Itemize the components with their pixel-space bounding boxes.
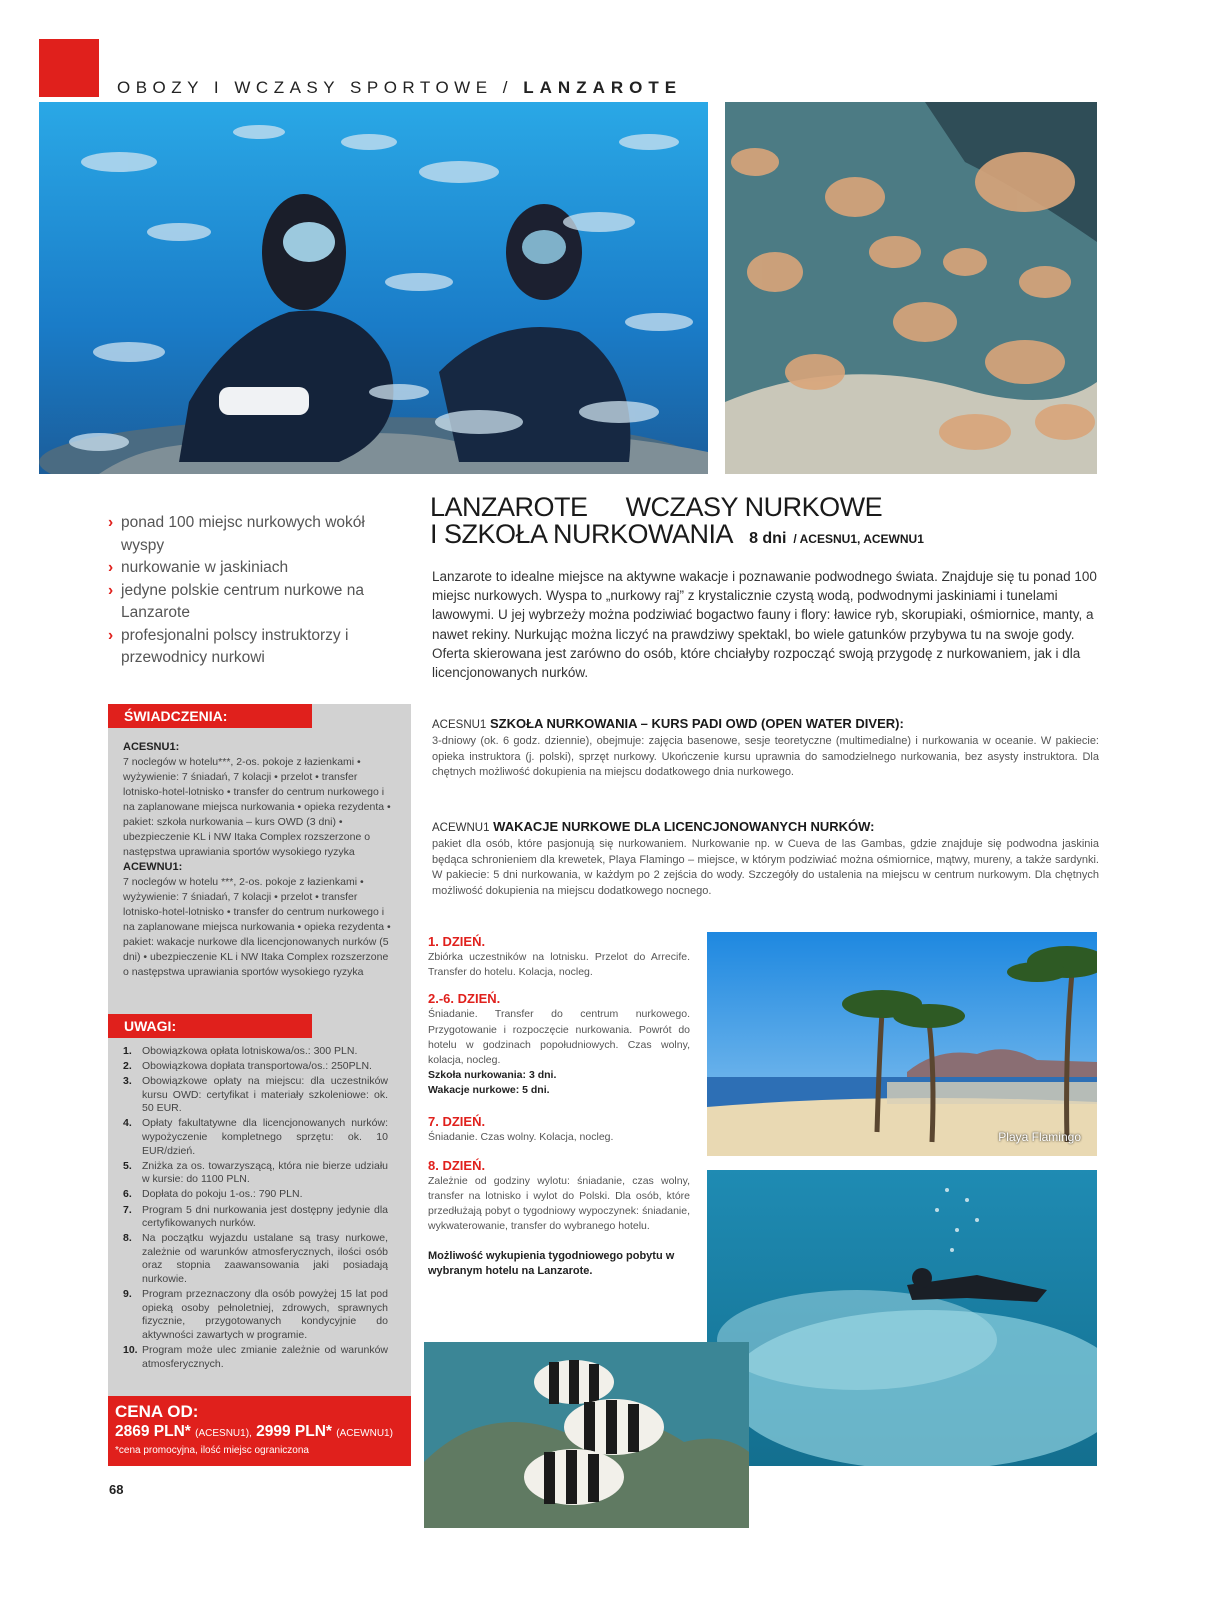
program-1-title: SZKOŁA NURKOWANIA – KURS PADI OWD (OPEN WATER DIVER): <box>489 716 904 731</box>
list-item: 4. Opłaty fakultatywne dla licencjonowanych nurków: wypożyczenie kompletnego sprzętu: ok. 10 EUR/dzień. <box>123 1117 388 1157</box>
price-2: 2999 PLN* <box>256 1423 332 1440</box>
benefits-heading: ŚWIADCZENIA: <box>108 704 312 728</box>
beach-photo-label: Playa Flamingo <box>998 1130 1081 1144</box>
title-line2: I SZKOŁA NURKOWANIA <box>430 519 734 549</box>
program-1-text: 3-dniowy (ok. 6 godz. dziennie), obejmuje: zajęcia basenowe, sesje teoretyczne (multimedialne) i nurkowania w oceanie. W pakiecie: opieka instruktora (j. polski), sprzęt nurkowy. Ukończenie kursu uprawnia do samodzielnego nurkowania, bez asysty instruktora. Dla chętnych możliwość dokupienia na miejscu dodatkowego dnia nurkowego. <box>432 735 1099 778</box>
price-code-2: (ACEWNU1) <box>336 1428 393 1439</box>
day-7 <box>428 1113 690 1145</box>
striped-fish-photo <box>424 1342 749 1528</box>
list-item: › nurkowanie w jaskiniach <box>108 557 403 580</box>
program-block-2 <box>432 818 1099 899</box>
program-2-text: pakiet dla osób, które pasjonują się nurkowaniem. Nurkowanie np. w Cueva de las Gambas, gdzie znajduje się podwodna jaskinia będąca schronieniem dla krewetek, Playa Flamingo – miejsce, w którym podziwiać można ośmiornice, mątwy, mureny, a także sardynki. W pakiecie: 5 dni nurkowania, w każdym po 2 zejścia do wody. Szczegóły do ustalenia na miejscu w centrum nurkowym. Dla chętnych możliwość dokupienia na miejscu dodatkowego nocnego. <box>432 838 1099 897</box>
price-code-1: (ACESNU1), <box>195 1428 252 1439</box>
day-1 <box>428 933 690 980</box>
day-2-6-title: 2.-6. DZIEŃ. <box>428 991 501 1007</box>
diver-photo <box>39 102 708 474</box>
title-duration: 8 dni <box>749 530 787 547</box>
list-item: 7. Program 5 dni nurkowania jest dostępny jedynie dla certyfikowanych nurków. <box>123 1203 388 1230</box>
benefits-code-2: ACEWNU1: <box>123 861 183 873</box>
day-1-text: Zbiórka uczestników na lotnisku. Przelot do Arrecife. Transfer do hotelu. Kolacja, nocleg. <box>428 951 690 979</box>
list-item: 2. Obowiązkowa dopłata transportowa/os.: 250PLN. <box>123 1060 372 1073</box>
benefits-text-2: 7 noclegów w hotelu ***, 2-os. pokoje z łazienkami • wyżywienie: 7 śniadań, 7 kolacji • przelot • transfer lotnisko-hotel-lotnisko • transfer do centrum nurkowego i na zaplanowane miejsca nurkowania • opieka rezydenta • pakiet: wakacje nurkowe dla licencjonowanych nurków (5 dni) • ubezpieczenie KL i NW Itaka Complex rozszerzone o następstwa uprawiania sportów wysokiego ryzyka <box>123 876 391 978</box>
chevron-right-icon: › <box>108 626 114 644</box>
day-2-6-dive: Wakacje nurkowe: 5 dni. <box>428 1084 550 1097</box>
title-codes: / ACESNU1, ACEWNU1 <box>793 532 924 546</box>
price-heading: CENA OD: <box>115 1402 199 1421</box>
price-values <box>115 1422 405 1444</box>
program-block-1 <box>432 715 1099 781</box>
list-item: › profesjonalni polscy instruktorzy i przewodnicy nurkowi <box>108 626 349 666</box>
fish-school-photo <box>725 102 1097 474</box>
list-item: 5. Zniżka za os. towarzyszącą, która nie bierze udziału w kursie: do 1100 PLN. <box>123 1159 388 1186</box>
program-1-heading <box>432 715 1099 734</box>
chevron-right-icon: › <box>108 559 114 576</box>
benefits-code-1: ACESNU1: <box>123 741 180 753</box>
list-item: › jedyne polskie centrum nurkowe na Lanzarote <box>108 581 364 621</box>
diver-school-photo <box>707 1170 1097 1466</box>
day-2-6 <box>428 990 690 1098</box>
price-note: *cena promocyjna, ilość miejsc ograniczona <box>115 1445 309 1456</box>
program-2-title: WAKACJE NURKOWE DLA LICENCJONOWANYCH NURKÓW: <box>493 819 875 834</box>
program-2-code: ACEWNU1 <box>432 822 490 834</box>
beach-photo <box>707 932 1097 1156</box>
list-item: 9. Program przeznaczony dla osób powyżej 15 lat pod opieką osoby pełnoletniej, zdrowych, sprawnych fizycznie, przygotowanych kondycyjnie do aktywności zawartych w programie. <box>123 1288 388 1341</box>
title-destination: LANZAROTE <box>430 492 588 522</box>
price-box <box>108 1396 411 1466</box>
chevron-right-icon: › <box>108 514 114 531</box>
list-item: › ponad 100 miejsc nurkowych wokół wyspy <box>108 514 365 554</box>
title-type: WCZASY NURKOWE <box>625 492 883 522</box>
benefits-text <box>123 740 393 980</box>
list-item: 8. Na początku wyjazdu ustalane są trasy nurkowe, zależnie od warunków atmosferycznych, ilości osób oraz stopnia zaawansowania jaki posiadają nurkowie. <box>123 1232 388 1285</box>
day-8 <box>428 1157 690 1235</box>
day-7-title: 7. DZIEŃ. <box>428 1113 486 1129</box>
extra-offer: Możliwość wykupienia tygodniowego pobytu w wybranym hotelu na Lanzarote. <box>428 1249 675 1278</box>
page-title <box>430 494 1110 553</box>
list-item: 3. Obowiązkowe opłaty na miejscu: dla uczestników kursu OWD: certyfikat i materiały szkoleniowe: ok. 50 EUR. <box>123 1075 388 1115</box>
list-item: 6. Dopłata do pokoju 1-os.: 790 PLN. <box>123 1188 303 1201</box>
itinerary <box>428 933 690 1280</box>
header-section: OBOZY I WCZASY SPORTOWE / <box>117 78 514 97</box>
section-marker <box>39 39 99 97</box>
list-item: 10. Program może ulec zmianie zależnie od warunków atmosferycznych. <box>123 1343 388 1370</box>
list-item: 1. Obowiązkowa opłata lotniskowa/os.: 300 PLN. <box>123 1045 358 1057</box>
notes-heading: UWAGI: <box>108 1014 312 1038</box>
program-1-code: ACESNU1 <box>432 719 487 731</box>
day-1-title: 1. DZIEŃ. <box>428 934 486 949</box>
notes-list <box>123 1045 388 1373</box>
day-2-6-school: Szkoła nurkowania: 3 dni. <box>428 1069 557 1082</box>
price-1: 2869 PLN* <box>115 1423 191 1440</box>
day-7-text: Śniadanie. Czas wolny. Kolacja, nocleg. <box>428 1130 614 1143</box>
chevron-right-icon: › <box>108 581 114 599</box>
intro-text: Lanzarote to idealne miejsce na aktywne wakacje i poznawanie podwodnego świata. Znajduje się tu ponad 100 miejsc nurkowych. Wyspa to „nurkowy raj” z krystalicznie czystą wodą, podwodnymi jaskiniami i tunelami lawowymi. U jej wybrzeży można podziwiać bogactwo fauny i flory: ławice ryb, skorupiaki, ośmiornice, manty, a nawet rekiny. Nurkując można liczyć na prawdziwy spektakl, bo wiele gatunków przybywa tu na swoje gody. Oferta skierowana jest zarówno do osób, które chciałyby rozpocząć swoją przygodę z nurkowaniem, jak i dla licencjonowanych nurków. <box>432 569 1097 681</box>
page-header <box>117 78 682 98</box>
details-panel <box>108 704 411 1396</box>
program-2-heading <box>432 818 1099 837</box>
highlights-list <box>108 512 403 670</box>
page-number: 68 <box>109 1482 124 1497</box>
day-8-title: 8. DZIEŃ. <box>428 1157 486 1173</box>
day-2-6-text: Śniadanie. Transfer do centrum nurkowego. Przygotowanie i rozpoczęcie nurkowania. Powrót do hotelu w godzinach popołudniowych. Czas wolny, kolacja, nocleg. <box>428 1008 690 1067</box>
day-8-text: Zależnie od godziny wylotu: śniadanie, czas wolny, transfer na lotnisko i wylot do Polski. Dla osób, które przedłużają pobyt o tygodniowy wypoczynek: śniadanie, wykwaterowanie, transfer do wybranego hotelu. <box>428 1174 690 1233</box>
benefits-text-1: 7 noclegów w hotelu***, 2-os. pokoje z łazienkami • wyżywienie: 7 śniadań, 7 kolacji • przelot • transfer lotnisko-hotel-lotnisko • transfer do centrum nurkowego i na zaplanowane miejsca nurkowania • opieka rezydenta • pakiet: szkoła nurkowania – kurs OWD (3 dni) • ubezpieczenie KL i NW Itaka Complex rozszerzone o następstwa uprawiania sportów wysokiego ryzyka <box>123 756 391 858</box>
header-destination: LANZAROTE <box>523 78 683 97</box>
